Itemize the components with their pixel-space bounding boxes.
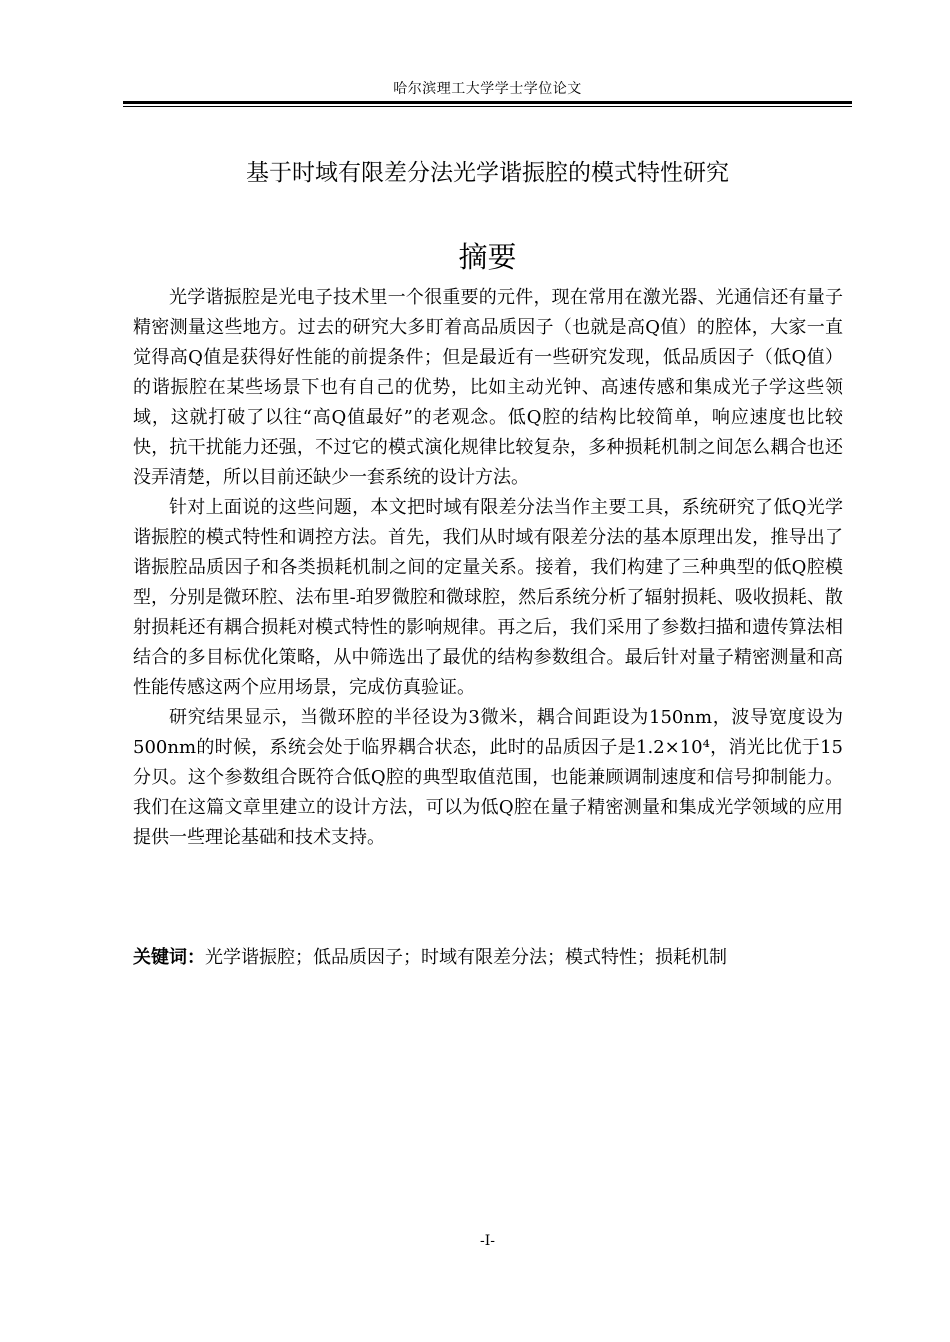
running-header: 哈尔滨理工大学学士学位论文 <box>393 81 582 97</box>
keywords <box>133 943 843 973</box>
abstract-paragraph-1: 光学谐振腔是光电子技术里一个很重要的元件，现在常用在激光器、光通信还有量子精密测量这些地方。过去的研究大多盯着高品质因子（也就是高Q值）的腔体，大家一直觉得高Q值是获得好性能的前提条件；但是最近有一些研究发现，低品质因子（低Q值）的谐振腔在某些场景下也有自己的优势，比如主动光钟、高速传感和集成光子学这些领域，这就打破了以往“高Q值最好”的老观念。低Q腔的结构比较简单，响应速度也比较快，抗干扰能力还强，不过它的模式演化规律比较复杂，多种损耗机制之间怎么耦合也还没弄清楚，所以目前还缺少一套系统的设计方法。 <box>133 287 843 488</box>
abstract-paragraph-3: 研究结果显示，当微环腔的半径设为3微米，耦合间距设为150nm，波导宽度设为500nm的时候，系统会处于临界耦合状态，此时的品质因子是1.2×10⁴，消光比优于15分贝。这个参数组合既符合低Q腔的典型取值范围，也能兼顾调制速度和信号抑制能力。我们在这篇文章里建立的设计方法，可以为低Q腔在量子精密测量和集成光学领域的应用提供一些理论基础和技术支持。 <box>133 707 843 848</box>
thesis-title: 基于时域有限差分法光学谐振腔的模式特性研究 <box>246 160 729 186</box>
header-rule-thick <box>123 101 852 104</box>
header-rule-thin <box>123 106 852 107</box>
keywords-text: 光学谐振腔；低品质因子；时域有限差分法；模式特性；损耗机制 <box>205 947 727 968</box>
abstract-paragraph-2: 针对上面说的这些问题，本文把时域有限差分法当作主要工具，系统研究了低Q光学谐振腔的模式特性和调控方法。首先，我们从时域有限差分法的基本原理出发，推导出了谐振腔品质因子和各类损耗机制之间的定量关系。接着，我们构建了三种典型的低Q腔模型，分别是微环腔、法布里-珀罗微腔和微球腔，然后系统分析了辐射损耗、吸收损耗、散射损耗还有耦合损耗对模式特性的影响规律。再之后，我们采用了参数扫描和遗传算法相结合的多目标优化策略，从中筛选出了最优的结构参数组合。最后针对量子精密测量和高性能传感这两个应用场景，完成仿真验证。 <box>133 497 843 698</box>
abstract-heading: 摘要 <box>458 240 517 274</box>
page-number: -I- <box>480 1233 495 1249</box>
abstract-body <box>133 283 843 853</box>
keywords-label: 关键词： <box>133 947 205 968</box>
